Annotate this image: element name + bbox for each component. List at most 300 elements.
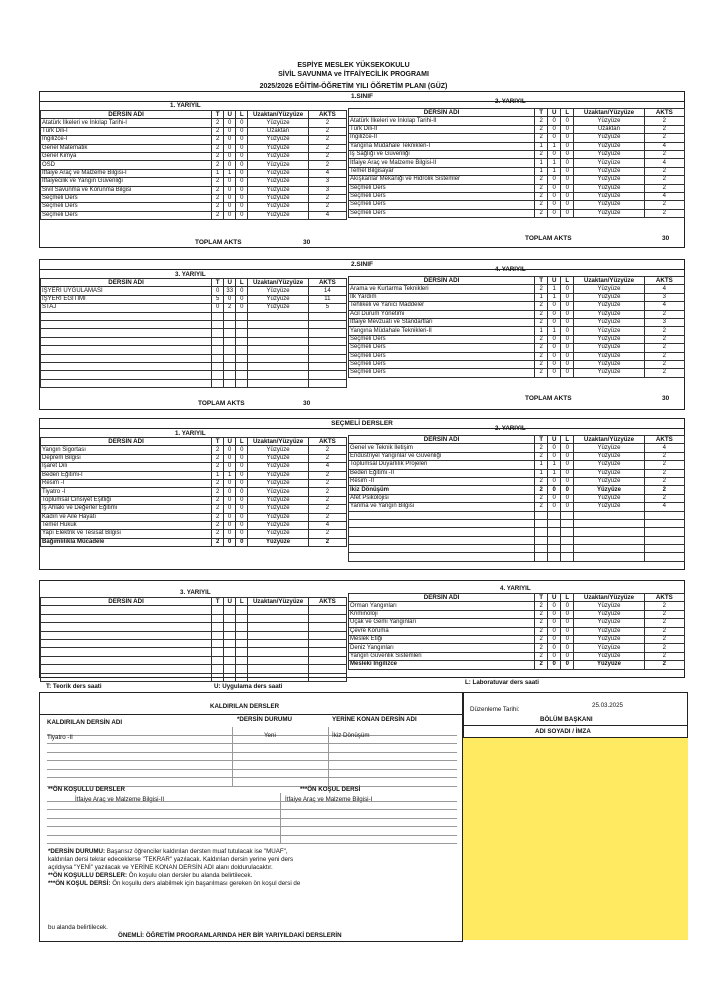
practice-hours: 0 — [548, 302, 561, 310]
delivery-mode: Yüzyüze — [574, 134, 644, 142]
redaction-highlight — [463, 738, 688, 940]
akts-credit — [308, 354, 346, 362]
delivery-mode: Yüzyüze — [248, 530, 308, 538]
course-name: Deprem Bilgisi — [41, 454, 212, 462]
akts-credit: 2 — [644, 469, 684, 477]
practice-hours: 1 — [548, 142, 561, 150]
grid-line — [47, 727, 457, 736]
theory-hours: 2 — [535, 452, 548, 460]
elective-semester-4-table — [348, 593, 685, 670]
akts-credit: 2 — [644, 117, 684, 125]
lab-hours: 0 — [561, 310, 574, 318]
table-row — [41, 454, 347, 462]
lab-hours: 0 — [561, 201, 574, 209]
lab-hours: 0 — [236, 463, 248, 471]
practice-hours: 0 — [548, 201, 561, 209]
delivery-mode — [248, 346, 308, 354]
course-name: Orman Yangınları — [349, 602, 535, 610]
practice-hours: 0 — [548, 134, 561, 142]
lab-hours: 0 — [236, 488, 248, 496]
signature-label: ADI SOYADI / İMZA — [535, 728, 591, 735]
practice-hours: 0 — [224, 119, 236, 127]
delivery-mode: Yüzyüze — [574, 192, 644, 200]
course-name: Seçmeli Ders — [41, 194, 212, 202]
lab-hours — [561, 519, 574, 527]
theory-hours — [212, 362, 224, 370]
delivery-mode: Yüzyüze — [248, 161, 308, 169]
elective-semester-3-table — [40, 597, 347, 682]
akts-credit — [308, 312, 346, 320]
theory-hours: 2 — [212, 127, 224, 135]
course-name — [41, 362, 212, 370]
course-name: Türk Dili-II — [349, 125, 535, 133]
delivery-mode: Yüzyüze — [574, 635, 644, 643]
grid-line — [47, 770, 457, 779]
theory-hours: 2 — [535, 369, 548, 377]
course-name: Acil Durum Yönetimi — [349, 310, 535, 318]
lab-hours: 0 — [561, 477, 574, 485]
theory-hours: 2 — [535, 644, 548, 652]
theory-hours — [212, 379, 224, 387]
theory-hours: 2 — [212, 454, 224, 462]
note-label: **ÖN KOŞULLU DERSLER: — [48, 872, 128, 879]
course-name: Temel Bilgisayar — [349, 167, 535, 175]
delivery-mode — [574, 553, 644, 561]
course-name — [41, 346, 212, 354]
lab-hours: 0 — [561, 503, 574, 511]
table-row — [41, 673, 347, 681]
delivery-mode: Yüzyüze — [574, 644, 644, 652]
akts-credit: 3 — [644, 318, 684, 326]
theory-hours: 2 — [535, 602, 548, 610]
delivery-mode: Yüzyüze — [248, 194, 308, 202]
semester-title: 2. YARIYIL — [495, 425, 526, 432]
course-name: Toplumsal Cinsiyet Eşitliği — [41, 496, 212, 504]
akts-credit: 2 — [644, 661, 684, 669]
akts-credit: 2 — [644, 310, 684, 318]
lab-hours: 0 — [236, 127, 248, 135]
course-name — [41, 656, 212, 664]
akts-credit: 2 — [644, 486, 684, 494]
theory-hours: 2 — [212, 152, 224, 160]
table-row — [349, 184, 685, 192]
column-header-name: DERSİN ADI — [41, 279, 212, 287]
course-name: Genel ve Teknik İletişim — [349, 444, 535, 452]
theory-hours: 1 — [535, 461, 548, 469]
table-row — [349, 167, 685, 175]
total-label: TOPLAM AKTS — [195, 239, 242, 246]
theory-hours: 2 — [535, 318, 548, 326]
practice-hours — [224, 362, 236, 370]
table-row — [349, 150, 685, 158]
lab-hours — [236, 631, 248, 639]
course-name: Yapı Elektrik ve Tesisat Bilgisi — [41, 530, 212, 538]
table-row — [349, 344, 685, 352]
practice-hours: 0 — [548, 444, 561, 452]
lab-hours — [236, 362, 248, 370]
lab-hours: 0 — [561, 176, 574, 184]
theory-hours: 2 — [535, 125, 548, 133]
course-name: İş Sağlığı ve Güvenliği — [349, 150, 535, 158]
lab-hours: 0 — [236, 530, 248, 538]
plan-title: 2025/2026 EĞİTİM-ÖĞRETİM YILI ÖĞRETİM PLANI (GÜZ) — [259, 83, 448, 90]
column-header-t: T — [212, 438, 224, 446]
practice-hours: 0 — [224, 496, 236, 504]
delivery-mode — [248, 379, 308, 387]
delivery-mode: Yüzyüze — [574, 293, 644, 301]
table-row — [41, 639, 347, 647]
column-header-name: DERSİN ADI — [349, 436, 535, 444]
practice-hours — [224, 312, 236, 320]
semester-title: 3. YARIYIL — [180, 589, 211, 596]
course-name — [41, 371, 212, 379]
lab-hours — [561, 528, 574, 536]
delivery-mode — [574, 511, 644, 519]
delivery-mode: Yüzyüze — [248, 488, 308, 496]
table-row — [349, 644, 685, 652]
akts-credit: 11 — [308, 295, 346, 303]
practice-hours — [548, 545, 561, 553]
column-header-u: U — [548, 277, 561, 285]
lab-hours — [236, 320, 248, 328]
table-row — [41, 337, 347, 345]
lab-hours — [561, 545, 574, 553]
theory-hours — [212, 346, 224, 354]
total-akts: 30 — [662, 235, 670, 242]
table-row — [349, 602, 685, 610]
note-label: ***ÖN KOŞUL DERSİ: — [48, 880, 111, 887]
lab-hours — [236, 656, 248, 664]
theory-hours — [535, 545, 548, 553]
akts-credit — [644, 519, 684, 527]
column-header-l: L — [236, 438, 248, 446]
table-row — [41, 665, 347, 673]
lab-hours: 0 — [561, 117, 574, 125]
practice-hours: 1 — [224, 169, 236, 177]
delivery-mode: Yüzyüze — [574, 461, 644, 469]
course-name: Seçmeli Ders — [41, 203, 212, 211]
table-row — [349, 494, 685, 502]
lab-hours: 0 — [561, 360, 574, 368]
delivery-mode: Yüzyüze — [248, 203, 308, 211]
theory-hours: 2 — [212, 186, 224, 194]
akts-credit: 2 — [308, 203, 346, 211]
course-name: Kriminoloji — [349, 610, 535, 618]
footer-note: ÖNEMLİ: ÖĞRETİM PROGRAMLARINDA HER BİR YARIYILDAKİ DERSLERİN — [118, 932, 342, 939]
grid-line — [47, 836, 457, 845]
lab-hours: 0 — [236, 287, 248, 295]
delivery-mode: Yüzyüze — [248, 119, 308, 127]
table-row — [349, 528, 685, 536]
column-header-t: T — [535, 277, 548, 285]
course-name: Beden Eğitimi -II — [349, 469, 535, 477]
practice-hours: 2 — [224, 304, 236, 312]
practice-hours: 0 — [548, 117, 561, 125]
practice-hours: 0 — [548, 125, 561, 133]
theory-hours: 2 — [212, 538, 224, 546]
course-name: Yangına Müdahale Teknikleri-I — [349, 142, 535, 150]
delivery-mode: Yüzyüze — [574, 486, 644, 494]
total-akts: 30 — [662, 395, 670, 402]
practice-hours — [224, 639, 236, 647]
course-name: Seçmeli Ders — [349, 344, 535, 352]
practice-hours: 0 — [548, 352, 561, 360]
practice-hours: 0 — [224, 161, 236, 169]
prereq-required-course: İtfaiye Araç ve Malzeme Bilgisi-I — [285, 796, 373, 803]
akts-credit — [644, 511, 684, 519]
akts-credit: 2 — [644, 369, 684, 377]
delivery-mode — [248, 606, 308, 614]
table-row — [349, 352, 685, 360]
practice-hours — [548, 528, 561, 536]
lab-hours: 0 — [236, 505, 248, 513]
delivery-mode — [248, 320, 308, 328]
delivery-mode — [248, 354, 308, 362]
table-row — [349, 125, 685, 133]
theory-hours: 2 — [212, 211, 224, 219]
lab-hours: 0 — [236, 186, 248, 194]
akts-credit: 2 — [644, 201, 684, 209]
delivery-mode: Yüzyüze — [574, 335, 644, 343]
akts-credit — [308, 639, 346, 647]
delivery-mode: Yüzyüze — [574, 184, 644, 192]
akts-credit: 2 — [644, 352, 684, 360]
theory-hours: 2 — [535, 486, 548, 494]
course-name — [349, 519, 535, 527]
theory-hours: 2 — [535, 310, 548, 318]
akts-credit: 4 — [644, 159, 684, 167]
delivery-mode: Yüzyüze — [574, 176, 644, 184]
delivery-mode: Yüzyüze — [248, 521, 308, 529]
column-header-name: DERSİN ADI — [41, 111, 212, 119]
lab-hours: 0 — [236, 479, 248, 487]
theory-hours: 2 — [535, 150, 548, 158]
table-row — [41, 127, 347, 135]
practice-hours: 1 — [548, 327, 561, 335]
delivery-mode: Yüzyüze — [574, 452, 644, 460]
removed-title: KALDIRILAN DERSLER — [210, 703, 280, 710]
grid-line — [47, 827, 457, 836]
theory-hours: 2 — [535, 344, 548, 352]
lab-hours: 0 — [236, 194, 248, 202]
lab-hours: 0 — [561, 142, 574, 150]
grid-line — [47, 819, 457, 828]
table-row — [41, 614, 347, 622]
grid-line — [47, 793, 457, 802]
column-header-u: U — [548, 436, 561, 444]
table-row — [349, 176, 685, 184]
theory-hours — [212, 337, 224, 345]
table-row — [349, 553, 685, 561]
table-row — [41, 194, 347, 202]
table-row — [41, 211, 347, 219]
table-row — [41, 371, 347, 379]
theory-hours: 2 — [212, 513, 224, 521]
table-row — [41, 329, 347, 337]
divider — [463, 725, 688, 726]
table-row — [41, 312, 347, 320]
practice-hours: 0 — [224, 186, 236, 194]
course-name: Seçmeli Ders — [41, 211, 212, 219]
delivery-mode: Yüzyüze — [574, 352, 644, 360]
column-header-mode: Uzaktan/Yüzyüze — [574, 277, 644, 285]
theory-hours: 2 — [212, 463, 224, 471]
practice-hours — [224, 606, 236, 614]
theory-hours: 2 — [212, 446, 224, 454]
course-name: Sivil Savunma ve Korunma Bilgisi — [41, 186, 212, 194]
table-row — [349, 201, 685, 209]
removed-replacement: İkiz Dönüşüm — [332, 732, 370, 739]
theory-hours: 2 — [212, 496, 224, 504]
theory-hours: 2 — [535, 610, 548, 618]
column-header-name: DERSİN ADI — [41, 598, 212, 606]
delivery-mode: Yüzyüze — [574, 503, 644, 511]
practice-hours: 1 — [548, 469, 561, 477]
theory-hours: 2 — [535, 352, 548, 360]
lab-hours — [236, 623, 248, 631]
theory-hours: 0 — [212, 287, 224, 295]
section-electives-2 — [39, 580, 685, 678]
column-header-l: L — [236, 598, 248, 606]
akts-credit — [308, 362, 346, 370]
removed-status: Yeni — [264, 732, 276, 739]
total-label: TOPLAM AKTS — [525, 395, 572, 402]
theory-hours: 2 — [535, 209, 548, 217]
column-header-mode: Uzaktan/Yüzyüze — [248, 111, 308, 119]
lab-hours: 0 — [236, 119, 248, 127]
column-header-u: U — [224, 598, 236, 606]
delivery-mode — [574, 528, 644, 536]
lab-hours: 0 — [236, 471, 248, 479]
course-name: Seçmeli Ders — [349, 360, 535, 368]
akts-credit: 2 — [644, 644, 684, 652]
lab-hours: 0 — [236, 203, 248, 211]
elective-semester-1-table — [40, 437, 347, 547]
practice-hours: 0 — [224, 178, 236, 186]
semester-title: 3. YARIYIL — [175, 271, 206, 278]
lab-hours: 0 — [561, 652, 574, 660]
lab-hours: 0 — [561, 150, 574, 158]
akts-credit: 2 — [644, 452, 684, 460]
practice-hours: 0 — [548, 619, 561, 627]
grid-line — [47, 744, 457, 753]
delivery-mode: Yüzyüze — [574, 444, 644, 452]
table-row — [41, 521, 347, 529]
practice-hours — [548, 536, 561, 544]
theory-hours: 5 — [212, 295, 224, 303]
lab-hours: 0 — [561, 159, 574, 167]
practice-hours: 0 — [548, 184, 561, 192]
course-name — [41, 354, 212, 362]
theory-hours — [212, 606, 224, 614]
table-row — [41, 136, 347, 144]
theory-hours — [212, 320, 224, 328]
practice-hours: 0 — [548, 176, 561, 184]
practice-hours: 0 — [548, 360, 561, 368]
delivery-mode: Yüzyüze — [248, 178, 308, 186]
delivery-mode — [248, 371, 308, 379]
semester-title: 1. YARIYIL — [175, 430, 206, 437]
lab-hours — [236, 648, 248, 656]
column-header-akts: AKTS — [308, 111, 346, 119]
theory-hours: 2 — [212, 505, 224, 513]
lab-hours: 0 — [561, 444, 574, 452]
akts-credit: 4 — [308, 521, 346, 529]
theory-hours: 1 — [535, 167, 548, 175]
akts-credit: 2 — [308, 479, 346, 487]
table-row — [349, 519, 685, 527]
course-name: İŞYERİ EĞİTİMİ — [41, 295, 212, 303]
table-row — [41, 169, 347, 177]
column-header-l: L — [561, 109, 574, 117]
table-row — [41, 354, 347, 362]
theory-hours: 2 — [212, 161, 224, 169]
lab-hours — [236, 371, 248, 379]
course-name: Seçmeli Ders — [349, 335, 535, 343]
theory-hours: 2 — [535, 335, 548, 343]
table-row — [41, 446, 347, 454]
practice-hours: 0 — [548, 344, 561, 352]
lab-hours: 0 — [236, 513, 248, 521]
theory-hours: 2 — [212, 194, 224, 202]
akts-credit: 2 — [308, 530, 346, 538]
lab-hours — [561, 511, 574, 519]
akts-credit: 4 — [644, 503, 684, 511]
lab-hours: 0 — [561, 167, 574, 175]
course-name: Yangın Güvenlik Sistemleri — [349, 652, 535, 660]
course-name: Kadın ve Aile Hayatı — [41, 513, 212, 521]
akts-credit: 2 — [644, 327, 684, 335]
lab-hours: 0 — [236, 144, 248, 152]
note-text: açıldıysa "YENİ" yazılacak ve YERİNE KONAN DERSİN ADI alanı doldurulacaktır. — [48, 864, 273, 871]
theory-hours — [535, 553, 548, 561]
semester-3-table — [40, 278, 347, 388]
grid-line — [47, 810, 457, 819]
total-akts: 30 — [303, 400, 311, 407]
theory-hours — [212, 673, 224, 681]
lab-hours: 0 — [561, 134, 574, 142]
akts-credit: 4 — [308, 169, 346, 177]
akts-credit: 2 — [308, 119, 346, 127]
lab-hours: 0 — [561, 352, 574, 360]
lab-hours: 0 — [561, 610, 574, 618]
table-row — [41, 463, 347, 471]
akts-credit: 3 — [308, 186, 346, 194]
practice-hours: 33 — [224, 287, 236, 295]
akts-credit: 2 — [644, 477, 684, 485]
lab-hours: 0 — [236, 295, 248, 303]
theory-hours — [212, 665, 224, 673]
theory-hours — [212, 329, 224, 337]
column-header-akts: AKTS — [308, 438, 346, 446]
table-row — [349, 452, 685, 460]
column-header-l: L — [561, 436, 574, 444]
course-name: Seçmeli Ders — [349, 369, 535, 377]
akts-credit: 4 — [644, 192, 684, 200]
akts-credit: 2 — [308, 136, 346, 144]
course-name — [41, 673, 212, 681]
course-name — [41, 665, 212, 673]
table-row — [349, 503, 685, 511]
table-header-row — [349, 109, 685, 117]
akts-credit: 2 — [308, 152, 346, 160]
grid-line — [280, 793, 281, 844]
delivery-mode: Yüzyüze — [574, 494, 644, 502]
practice-hours — [548, 553, 561, 561]
delivery-mode — [248, 631, 308, 639]
lab-hours: 0 — [236, 169, 248, 177]
delivery-mode: Yüzyüze — [574, 209, 644, 217]
